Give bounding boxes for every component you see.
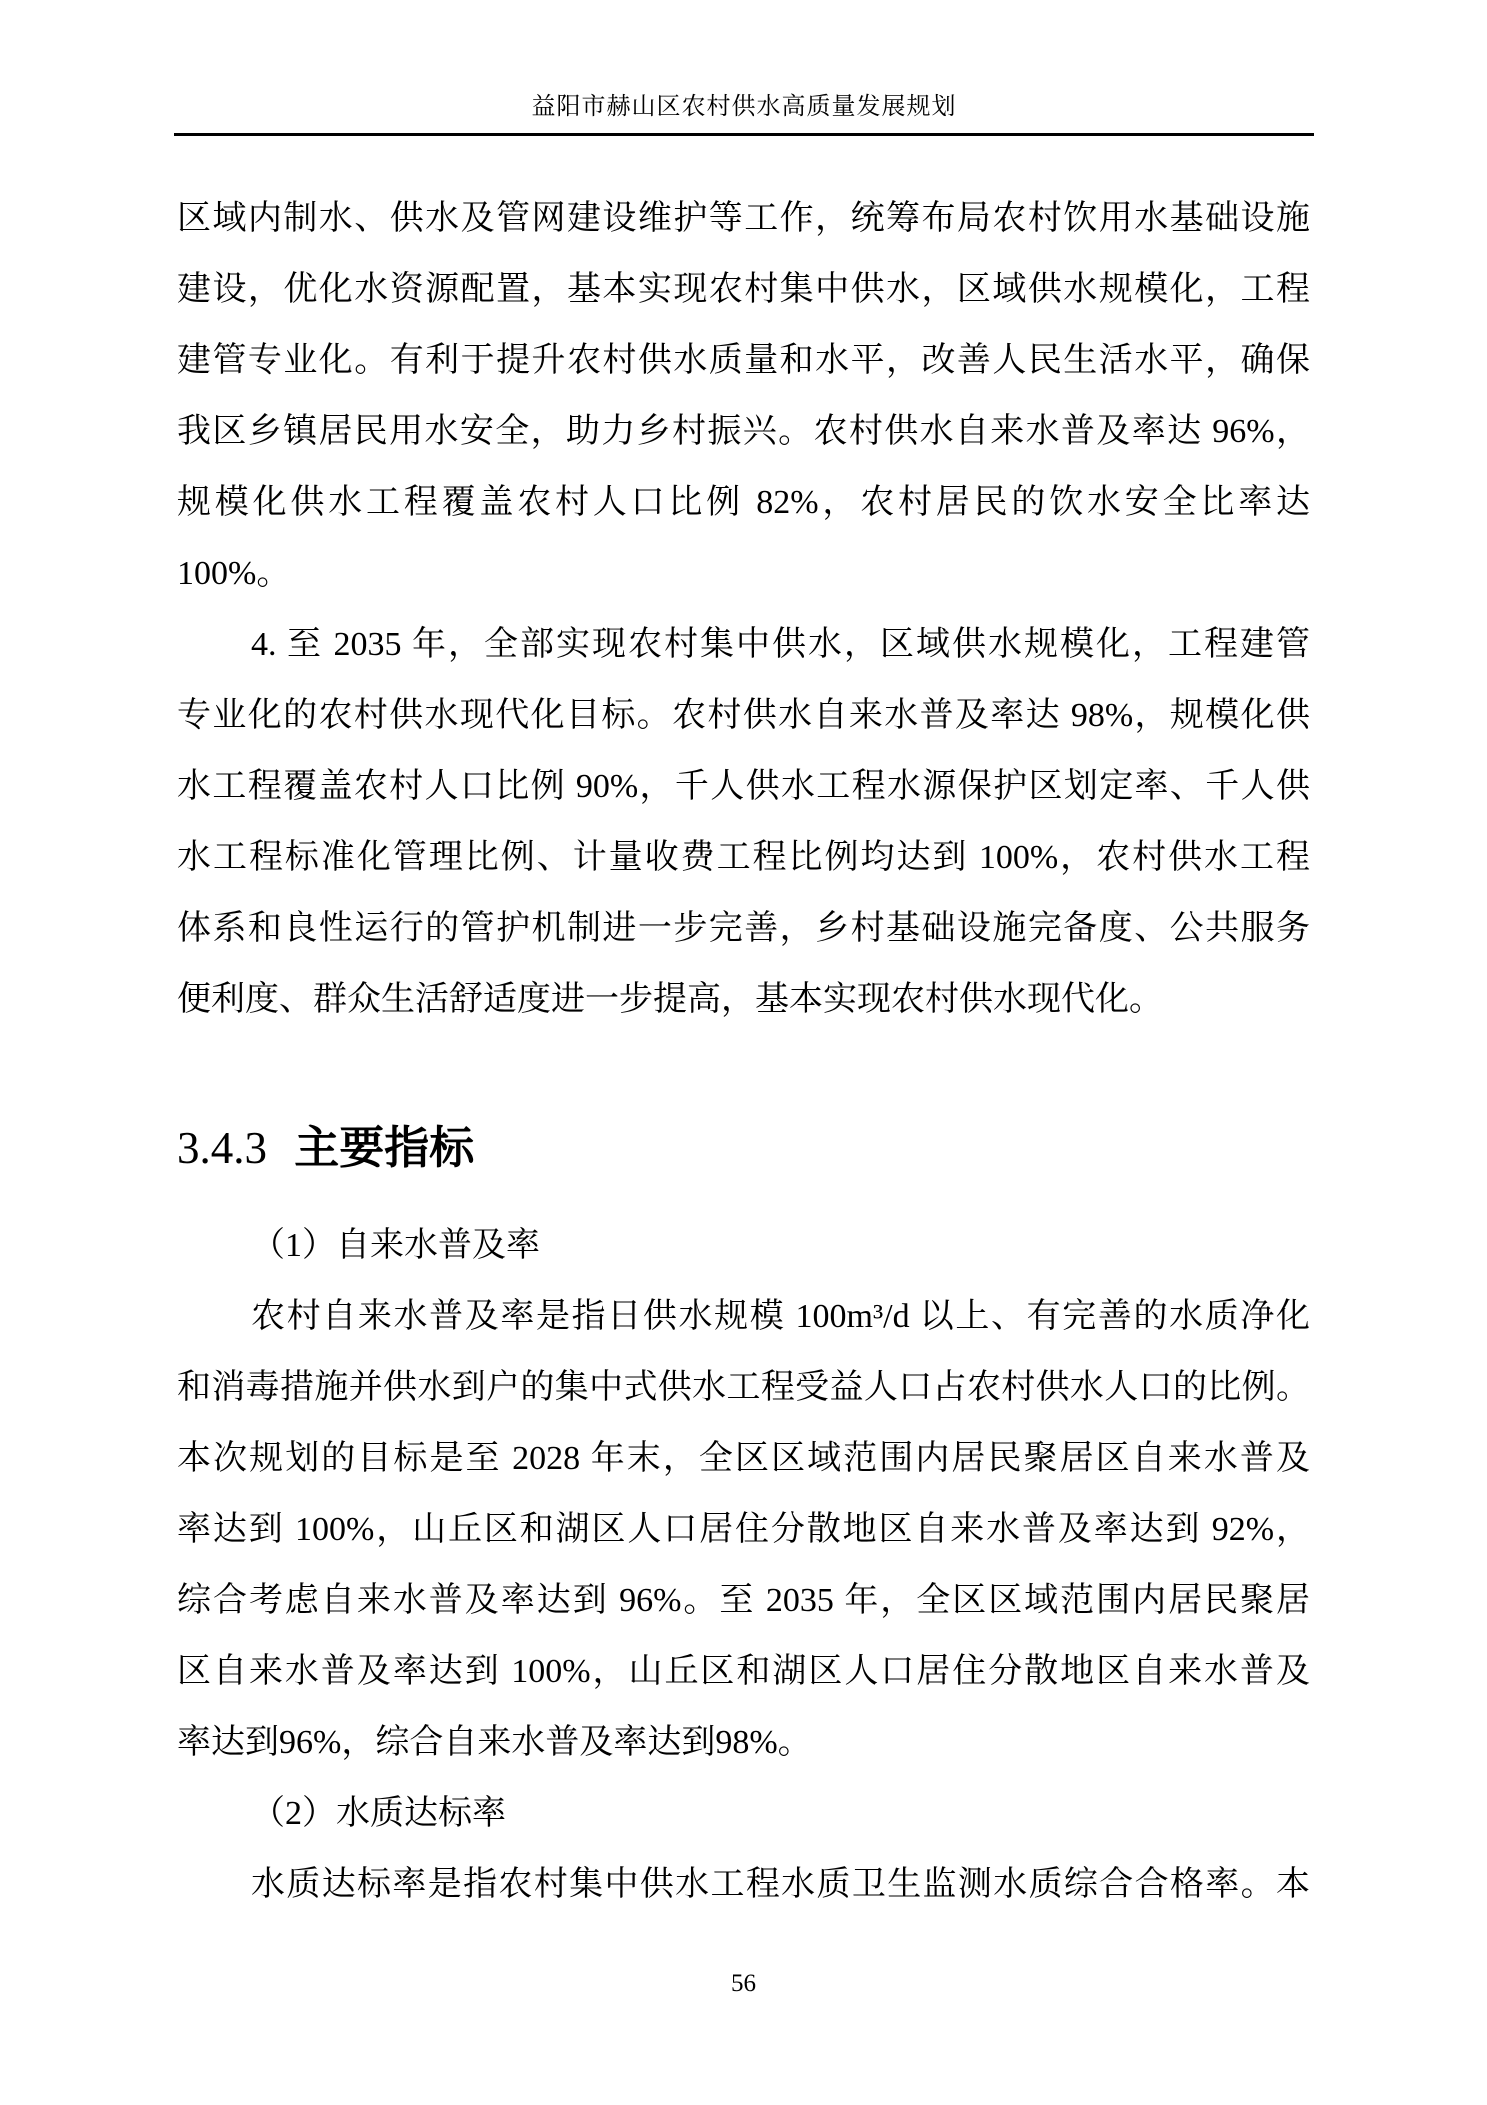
text-line: 4. 至 2035 年，全部实现农村集中供水，区域供水规模化，工程建管 (251, 626, 1310, 663)
text-line: 区域内制水、供水及管网建设维护等工作，统筹布局农村饮用水基础设施 (177, 200, 1310, 237)
body-text-block-1 (177, 183, 1310, 1035)
text-line: 100%。 (177, 555, 291, 592)
header-rule (174, 133, 1314, 136)
text-line: 率达到 100%，山丘区和湖区人口居住分散地区自来水普及率达到 92%， (177, 1511, 1310, 1548)
text-line: 农村自来水普及率是指日供水规模 100m³/d 以上、有完善的水质净化 (251, 1298, 1310, 1335)
body-text-block-2 (177, 1210, 1310, 1920)
text-line: 水工程标准化管理比例、计量收费工程比例均达到 100%，农村供水工程 (177, 839, 1310, 876)
text-line: 专业化的农村供水现代化目标。农村供水自来水普及率达 98%，规模化供 (177, 697, 1310, 734)
text-line: （1）自来水普及率 (251, 1227, 540, 1264)
text-line: 规模化供水工程覆盖农村人口比例 82%，农村居民的饮水安全比率达 (177, 484, 1310, 521)
text-line: 体系和良性运行的管护机制进一步完善，乡村基础设施完备度、公共服务 (177, 910, 1310, 947)
text-line: 水质达标率是指农村集中供水工程水质卫生监测水质综合合格率。本 (251, 1866, 1310, 1903)
text-line: 和消毒措施并供水到户的集中式供水工程受益人口占农村供水人口的比例。 (177, 1369, 1310, 1406)
text-line: 便利度、群众生活舒适度进一步提高，基本实现农村供水现代化。 (177, 981, 1163, 1018)
text-line: 水工程覆盖农村人口比例 90%，千人供水工程水源保护区划定率、千人供 (177, 768, 1310, 805)
text-line: 建管专业化。有利于提升农村供水质量和水平，改善人民生活水平，确保 (177, 342, 1310, 379)
text-line: 本次规划的目标是至 2028 年末，全区区域范围内居民聚居区自来水普及 (177, 1440, 1310, 1477)
text-line: 区自来水普及率达到 100%，山丘区和湖区人口居住分散地区自来水普及 (177, 1653, 1310, 1690)
header-title: 益阳市赫山区农村供水高质量发展规划 (531, 94, 957, 120)
text-line: 综合考虑自来水普及率达到 96%。至 2035 年，全区区域范围内居民聚居 (177, 1582, 1310, 1619)
text-line: （2）水质达标率 (251, 1795, 506, 1832)
text-line: 率达到96%，综合自来水普及率达到98%。 (177, 1724, 812, 1761)
text-line: 建设，优化水资源配置，基本实现农村集中供水，区域供水规模化，工程 (177, 271, 1310, 308)
section-heading-number: 3.4.3 (177, 1123, 267, 1173)
section-heading (177, 1118, 1310, 1178)
section-heading-title: 主要指标 (294, 1122, 475, 1173)
page-number: 56 (731, 1970, 756, 1997)
text-line: 我区乡镇居民用水安全，助力乡村振兴。农村供水自来水普及率达 96%， (177, 413, 1310, 450)
